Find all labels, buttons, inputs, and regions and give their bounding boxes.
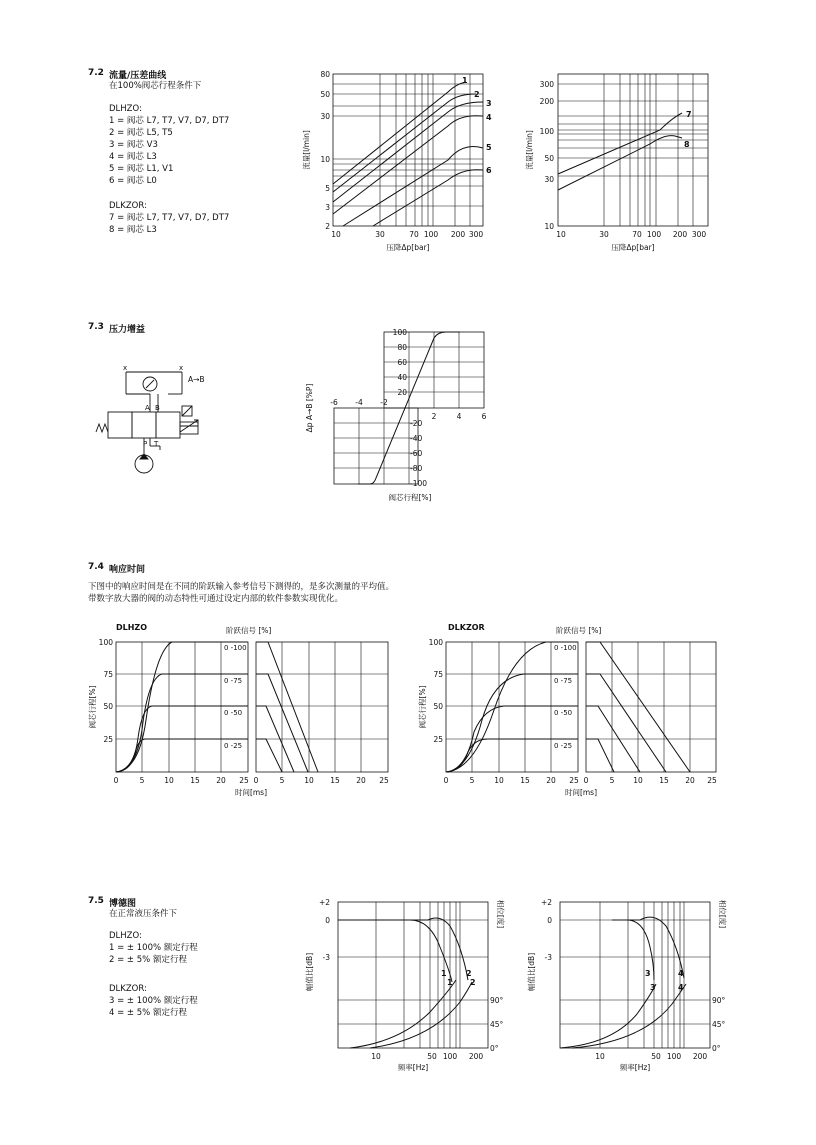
y-tick: 50 <box>103 702 113 711</box>
y-tick: -60 <box>410 449 423 458</box>
section-title-flow: 流量/压差曲线 <box>109 71 167 81</box>
list-item: 5 = 阀芯 L1, V1 <box>109 164 174 174</box>
x-tick: 30 <box>375 230 385 239</box>
response-description-2: 带数字放大器的阀的动态特性可通过设定内部的软件参数实现优化。 <box>88 594 344 604</box>
x-tick: 100 <box>423 230 439 239</box>
x-tick: 15 <box>520 776 530 785</box>
x-tick: 0 <box>443 776 449 785</box>
phase-tick: 0° <box>712 1044 721 1053</box>
y-axis-label: 阀芯行程[%] <box>418 685 427 729</box>
phase-tick: 0° <box>490 1044 499 1053</box>
bode-curve <box>338 920 452 982</box>
y-tick: 40 <box>397 373 407 382</box>
y-tick: 100 <box>98 638 113 647</box>
step-tag: 0 -50 <box>554 709 573 717</box>
list-item: 4 = ± 5% 额定行程 <box>109 1008 187 1018</box>
y-tick: -3 <box>322 953 330 962</box>
chart-name: DLKZOR <box>448 623 485 632</box>
y-tick: 5 <box>325 184 330 193</box>
curve-label: 4 <box>678 969 684 978</box>
flow-curve <box>333 102 483 202</box>
curve-label: 7 <box>686 110 692 119</box>
y-tick: -40 <box>410 434 423 443</box>
x-tick: 100 <box>442 1052 458 1061</box>
step-tag: 0 -75 <box>554 677 573 685</box>
port-mark: x <box>123 364 128 372</box>
y-tick: 0 <box>325 916 330 925</box>
list-item: 4 = 阀芯 L3 <box>109 152 157 162</box>
section-title-bode: 博德图 <box>109 899 137 909</box>
bode-curve <box>560 984 656 1048</box>
response-curve <box>256 739 282 772</box>
step-tag: 0 -25 <box>224 742 243 750</box>
curve-label: 3 <box>645 969 651 978</box>
list-item: 1 = 阀芯 L7, T7, V7, D7, DT7 <box>109 116 230 126</box>
y-tick: 80 <box>320 70 330 79</box>
x-tick: 25 <box>379 776 389 785</box>
x-tick: 100 <box>666 1052 682 1061</box>
y-tick: 75 <box>103 670 113 679</box>
x-tick: 70 <box>409 230 419 239</box>
flow-chart-dlhzo <box>298 64 508 260</box>
step-tag: 0 -50 <box>224 709 243 717</box>
curve-label: 1 <box>462 76 468 85</box>
x-axis-label: 频率[Hz] <box>397 1063 429 1072</box>
y-tick: 75 <box>433 670 443 679</box>
curve-label: 2 <box>466 969 472 978</box>
list-item: 3 = 阀芯 V3 <box>109 140 158 150</box>
y-tick: 30 <box>544 175 554 184</box>
x-tick: -4 <box>355 398 363 407</box>
response-description-1: 下图中的响应时间是在不同的阶跃输入参考信号下测得的，是多次测量的平均值。 <box>88 582 395 592</box>
x-tick: 2 <box>431 412 437 421</box>
flow-curve <box>333 82 466 184</box>
step-tag: 0 -25 <box>554 742 573 750</box>
section-number-7-3: 7.3 <box>88 322 104 332</box>
response-chart-dlhzo <box>84 620 394 802</box>
step-tag: 0 -100 <box>554 644 577 652</box>
x-tick: 20 <box>216 776 226 785</box>
x-tick: 25 <box>569 776 579 785</box>
x-axis-label: 时间[ms] <box>564 788 598 797</box>
port-mark: x <box>179 364 184 372</box>
step-signal-label: 阶跃信号 [%] <box>226 626 272 635</box>
x-tick: 5 <box>279 776 285 785</box>
list-item: 6 = 阀芯 L0 <box>109 176 157 186</box>
port-label: P <box>143 440 148 448</box>
x-tick: 30 <box>599 230 609 239</box>
curve-label: 5 <box>486 143 492 152</box>
group-dlhzo-label: DLHZO: <box>109 931 142 941</box>
x-tick: 0 <box>583 776 589 785</box>
section-number-7-4: 7.4 <box>88 562 104 572</box>
section-number-7-5: 7.5 <box>88 896 104 906</box>
x-tick: 5 <box>139 776 145 785</box>
flow-curve <box>333 116 483 214</box>
x-tick: 300 <box>468 230 484 239</box>
y-tick: 2 <box>325 222 330 231</box>
y-tick: 25 <box>433 735 443 744</box>
y-tick: 100 <box>539 127 554 136</box>
phase-tick: 90° <box>712 996 726 1005</box>
port-label: A <box>145 404 150 412</box>
y-tick: 100 <box>428 638 443 647</box>
x-tick: 6 <box>481 412 487 421</box>
curve-label: 4 <box>486 113 492 122</box>
response-curve <box>586 739 614 772</box>
x-tick: 20 <box>546 776 556 785</box>
x-tick: -2 <box>380 398 388 407</box>
response-chart-dlkzor <box>414 620 724 802</box>
y-axis-label: 流量[l/min] <box>525 130 534 170</box>
x-axis-label: 阀芯行程[%] <box>388 493 432 502</box>
x-tick: 4 <box>456 412 462 421</box>
x-tick: 10 <box>595 1052 605 1061</box>
x-tick: 10 <box>494 776 504 785</box>
y-tick: 50 <box>433 702 443 711</box>
x-tick: 20 <box>356 776 366 785</box>
x-axis-label: 压降Δp[bar] <box>611 243 655 252</box>
x-tick: 200 <box>672 230 688 239</box>
section-title-pressure-gain: 压力增益 <box>109 325 146 335</box>
section-subtitle: 在100%阀芯行程条件下 <box>109 81 202 91</box>
y-tick: 50 <box>320 90 330 99</box>
phase-label: 相位[度] <box>718 899 727 929</box>
x-tick: 300 <box>691 230 707 239</box>
list-item: 1 = ± 100% 额定行程 <box>109 943 198 953</box>
y-tick: +2 <box>540 898 552 907</box>
port-label: T <box>154 440 159 448</box>
x-tick: 25 <box>239 776 249 785</box>
bode-curve <box>350 980 456 1048</box>
x-tick: 15 <box>659 776 669 785</box>
x-tick: 70 <box>632 230 642 239</box>
flow-curve <box>333 94 476 192</box>
curve-label: 3 <box>650 983 656 992</box>
list-item: 7 = 阀芯 L7, T7, V7, D7, DT7 <box>109 213 230 223</box>
y-tick: -100 <box>410 479 428 488</box>
spool-list-dlhzo <box>109 115 229 187</box>
bode-curve <box>370 982 472 1048</box>
group-dlkzor-label: DLKZOR: <box>109 984 147 994</box>
curve-label: 3 <box>486 99 492 108</box>
phase-label: 相位[度] <box>496 899 505 929</box>
curve-label: 6 <box>486 166 492 175</box>
y-tick: 60 <box>397 358 407 367</box>
y-tick: -3 <box>544 953 552 962</box>
y-tick: 100 <box>392 328 407 337</box>
x-tick: 10 <box>304 776 314 785</box>
y-tick: 80 <box>397 343 407 352</box>
phase-tick: 45° <box>712 1020 726 1029</box>
curve-label: 1 <box>441 969 447 978</box>
list-item: 8 = 阀芯 L3 <box>109 225 157 235</box>
y-tick: 25 <box>103 735 113 744</box>
amplitude-label: 幅值比[dB] <box>527 952 536 992</box>
x-tick: 200 <box>450 230 466 239</box>
x-tick: 10 <box>371 1052 381 1061</box>
x-tick: 5 <box>609 776 615 785</box>
x-tick: 50 <box>427 1052 437 1061</box>
x-tick: 50 <box>651 1052 661 1061</box>
x-axis-label: 压降Δp[bar] <box>386 243 430 252</box>
x-tick: 0 <box>113 776 119 785</box>
curve-label: 8 <box>684 140 690 149</box>
symbol-ab-label: A→B <box>188 375 205 384</box>
x-tick: 5 <box>469 776 475 785</box>
x-tick: 10 <box>331 230 341 239</box>
y-axis-label: 阀芯行程[%] <box>88 685 97 729</box>
curve-label: 2 <box>474 90 480 99</box>
x-tick: 10 <box>556 230 566 239</box>
hydraulic-symbol <box>88 360 238 485</box>
step-tag: 0 -100 <box>224 644 247 652</box>
y-tick: 200 <box>539 97 554 106</box>
response-curve <box>446 642 578 772</box>
y-tick: 30 <box>320 112 330 121</box>
x-tick: 15 <box>190 776 200 785</box>
x-axis-label: 时间[ms] <box>234 788 268 797</box>
step-signal-label: 阶跃信号 [%] <box>556 626 602 635</box>
list-item: 3 = ± 100% 额定行程 <box>109 996 198 1006</box>
y-tick: 0 <box>547 916 552 925</box>
y-tick: 20 <box>397 388 407 397</box>
step-tag: 0 -75 <box>224 677 243 685</box>
x-tick: 100 <box>646 230 662 239</box>
bode-chart-dlkzor <box>522 892 737 1077</box>
x-tick: 0 <box>253 776 259 785</box>
section-number-7-2: 7.2 <box>88 68 104 78</box>
y-tick: 300 <box>539 80 554 89</box>
curve-label: 1 <box>447 978 453 987</box>
section-subtitle: 在正常液压条件下 <box>109 909 178 919</box>
x-tick: 10 <box>164 776 174 785</box>
amplitude-label: 幅值比[dB] <box>305 952 314 992</box>
x-axis-label: 频率[Hz] <box>619 1063 651 1072</box>
x-tick: 10 <box>633 776 643 785</box>
port-label: B <box>155 404 160 412</box>
y-tick: 3 <box>325 203 330 212</box>
group-dlhzo-label: DLHZO: <box>109 104 142 114</box>
spool-list-dlkzor <box>109 212 229 236</box>
y-tick: +2 <box>318 898 330 907</box>
y-axis-label: Δp A→B [%P] <box>305 383 314 433</box>
x-tick: 20 <box>685 776 695 785</box>
bode-curve <box>572 984 686 1048</box>
x-tick: 25 <box>707 776 717 785</box>
x-tick: -6 <box>330 398 338 407</box>
x-tick: 15 <box>330 776 340 785</box>
pressure-gain-chart <box>300 326 500 511</box>
bode-list-dlkzor <box>109 995 198 1019</box>
y-tick: -80 <box>410 464 423 473</box>
bode-curve <box>622 917 684 978</box>
x-tick: 200 <box>692 1052 708 1061</box>
phase-tick: 45° <box>490 1020 504 1029</box>
y-tick: 10 <box>544 222 554 231</box>
y-tick: -20 <box>410 419 423 428</box>
list-item: 2 = ± 5% 额定行程 <box>109 955 187 965</box>
group-dlkzor-label: DLKZOR: <box>109 201 147 211</box>
flow-chart-dlkzor <box>520 64 720 260</box>
response-curve <box>586 674 666 772</box>
curve-label: 2 <box>470 978 476 987</box>
list-item: 2 = 阀芯 L5, T5 <box>109 128 173 138</box>
y-axis-label: 流量[l/min] <box>302 130 311 170</box>
chart-name: DLHZO <box>116 623 148 632</box>
y-tick: 10 <box>320 155 330 164</box>
y-tick: 50 <box>544 154 554 163</box>
bode-list-dlhzo <box>109 942 198 966</box>
section-title-response: 响应时间 <box>109 565 146 575</box>
curve-label: 4 <box>678 983 684 992</box>
phase-tick: 90° <box>490 996 504 1005</box>
bode-chart-dlhzo <box>300 892 515 1077</box>
x-tick: 200 <box>468 1052 484 1061</box>
